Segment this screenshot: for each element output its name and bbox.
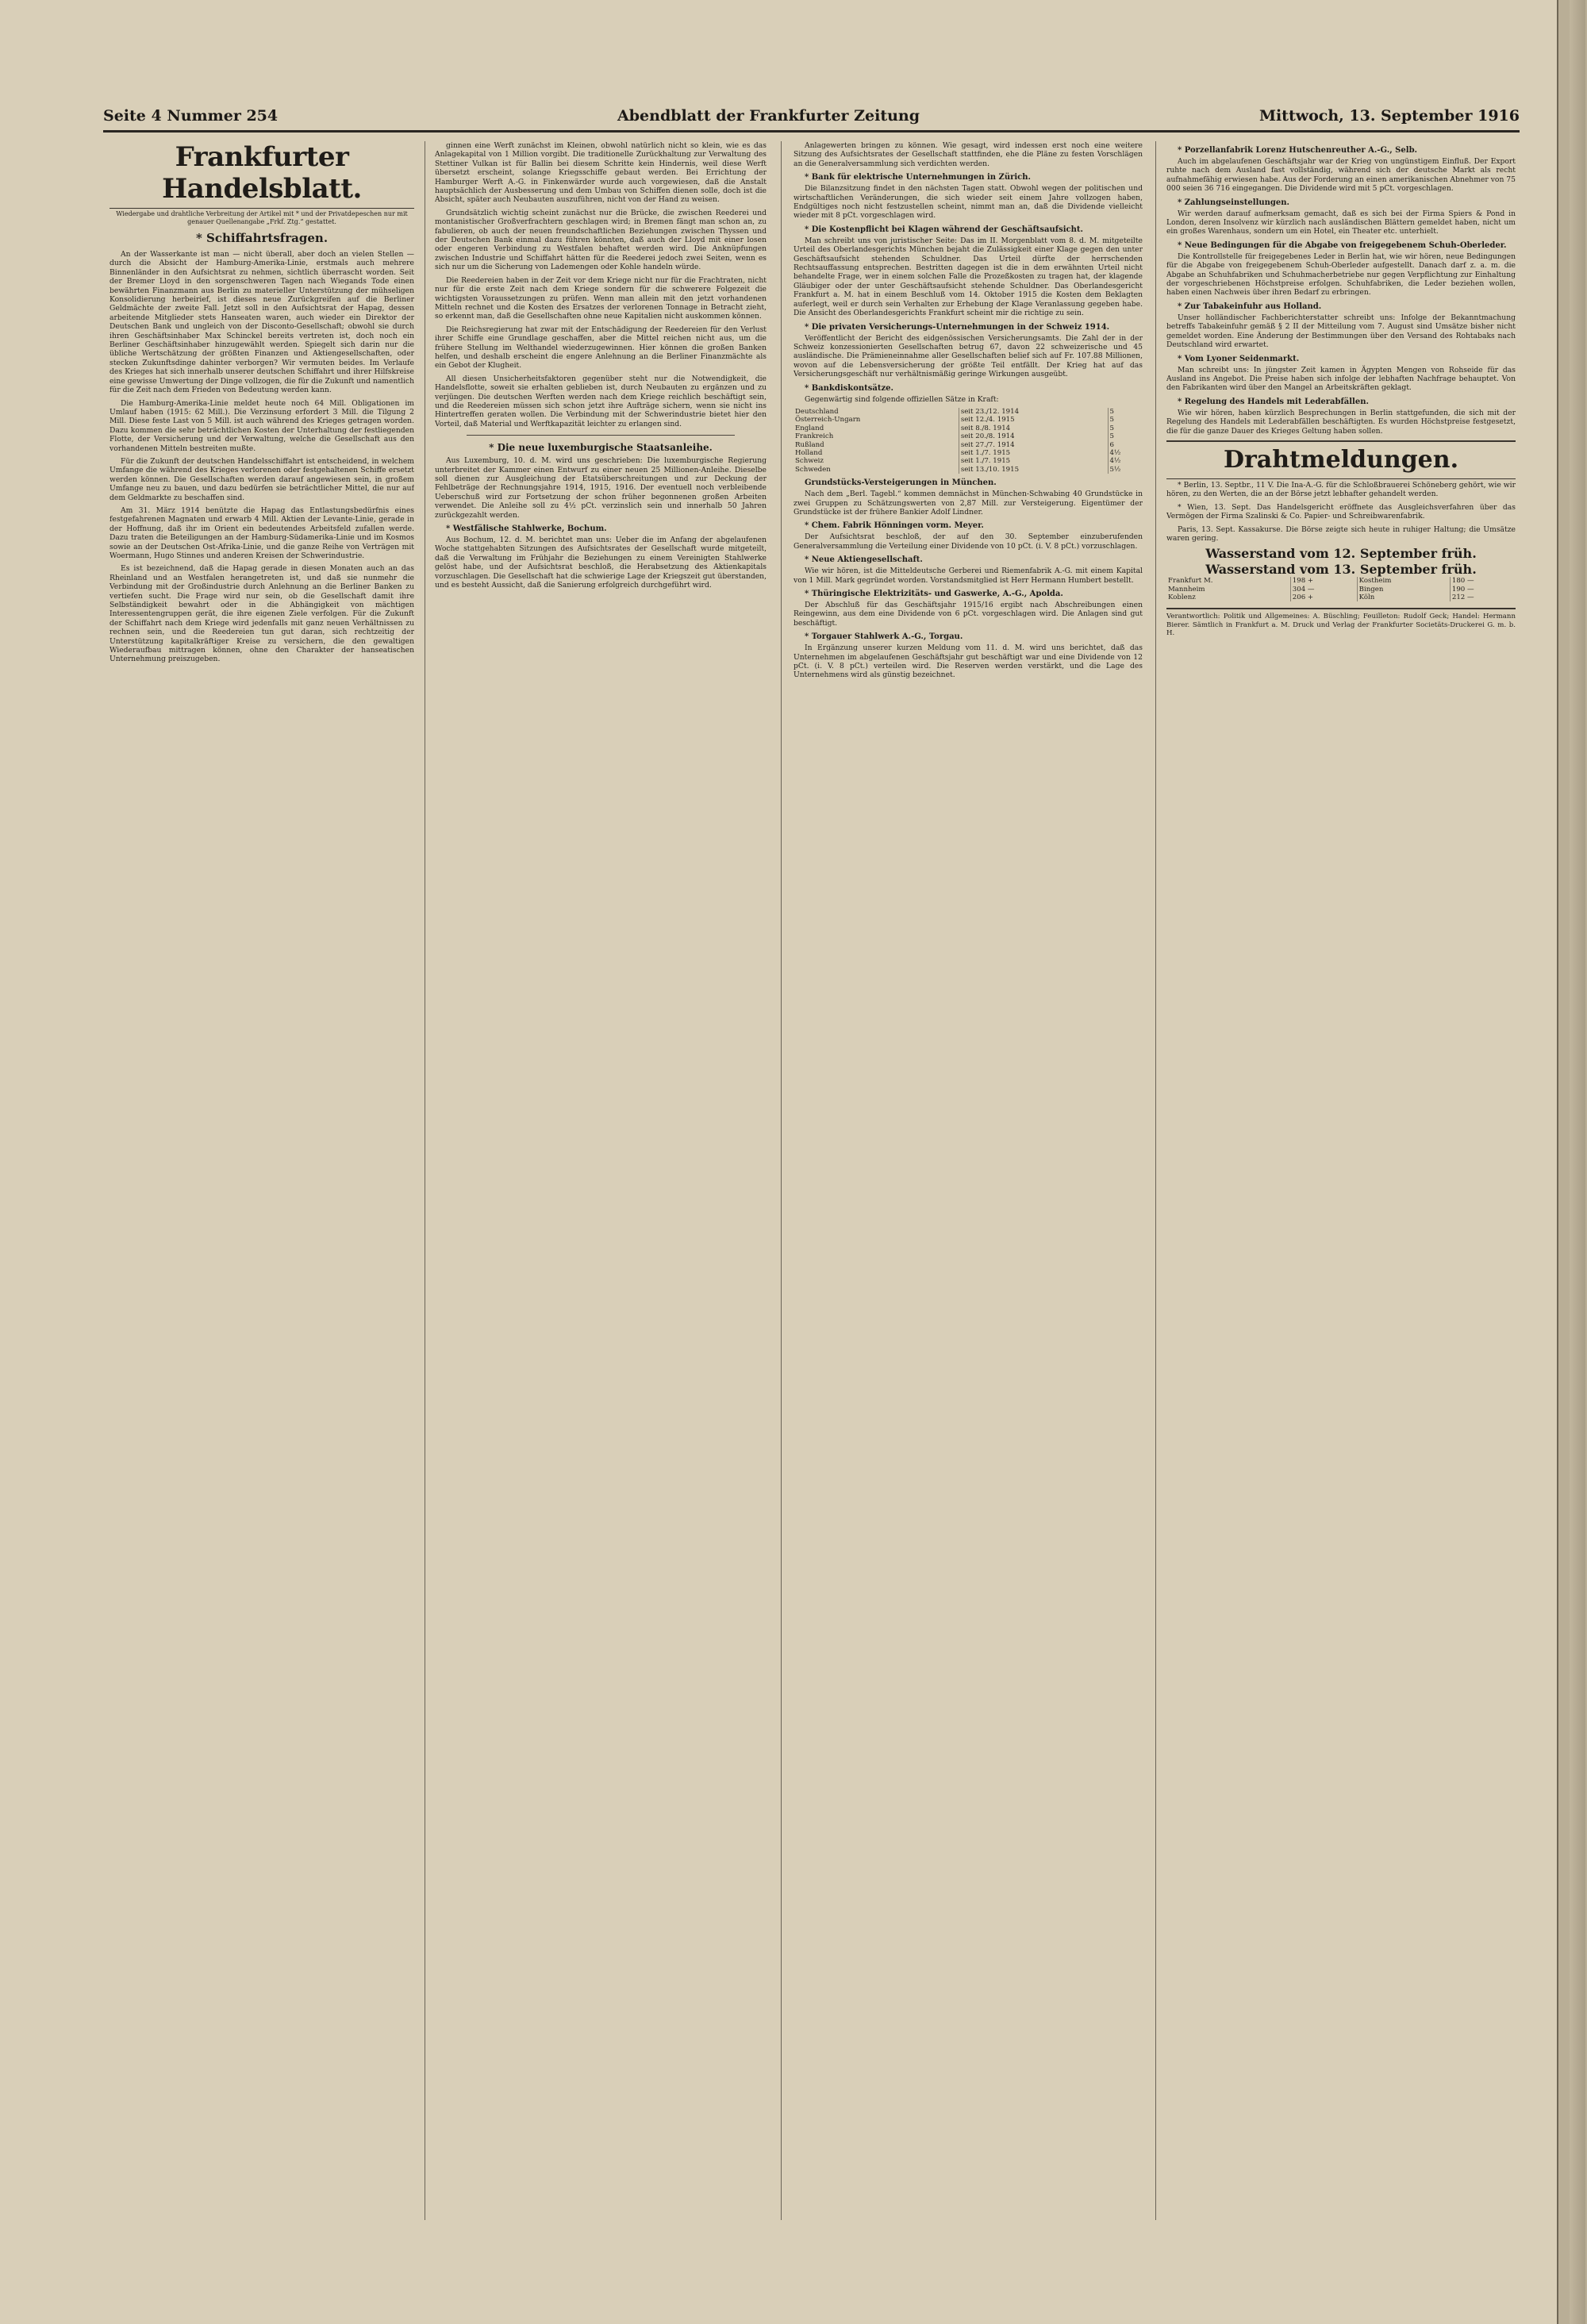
item-text: Man schreibt uns: In jüngster Zeit kamen in Ägypten Mengen von Rohseide für das Ausland ins Angebot. Die Preise haben sich infolge der lebhaften Nachfrage behauptet. Von den Fabrikanten wird über den Mangel an Arbeitskräften geklagt. — [1166, 365, 1516, 393]
column-rule — [1155, 141, 1156, 2220]
section-divider — [467, 435, 735, 436]
item-text: Die Bilanzsitzung findet in den nächsten Tagen statt. Obwohl wegen der politischen und wirtschaftlichen Veränderungen, die sich wieder seit einem Jahre vollzogen haben, Endgültiges noch nicht festzustellen scheint, nimmt man an, daß die Dividende vielleicht wieder mit 8 pCt. vorgeschlagen wird. — [794, 184, 1143, 221]
item-text: Die Kontrollstelle für freigegebenes Leder in Berlin hat, wie wir hören, neue Bedingungen für die Abgabe von freigegebenem Schuh-Oberleder aufgestellt. Danach darf z. a. m. die Abgabe an Schuhfabriken und Schuhmacherbetriebe nur gegen Verpflichtung zur Einhaltung der vorgeschriebenen Höchstpreise erfolgen. Schuhfabriken, die Leder beziehen wollen, haben einen Nachweis über ihren Bedarf zu erbringen. — [1166, 252, 1516, 298]
table-row: Rußland seit 27./7. 1914 6 — [795, 440, 1115, 449]
telegram-item: * Berlin, 13. Septbr., 11 V. Die Ina-A.-G. für die Schloßbrauerei Schöneberg gehört, wie wir hören, zu den Werten, die an der Börse jetzt lebhafter gehandelt werden. — [1166, 480, 1516, 499]
item-heading: * Vom Lyoner Seidenmarkt. — [1178, 354, 1300, 363]
article-paragraph: Für die Zukunft der deutschen Handelsschiffahrt ist entscheidend, in welchem Umfange die während des Krieges verlorenen oder festgehaltenen Schiffe ersetzt werden können. Die Gesellschaften werden darauf angewiesen sein, in großem Umfange neu zu bauen, und dazu bedürfen sie beträchtlicher Mittel, die nur auf dem Geldmarkte zu beschaffen sind. — [110, 456, 414, 502]
telegram-item: * Wien, 13. Sept. Das Handelsgericht eröffnete das Ausgleichsverfahren über das Vermögen der Firma Szalinski & Co. Papier- und Schreibwarenfabrik. — [1166, 502, 1516, 521]
telegram-item: Paris, 13. Sept. Kassakurse. Die Börse zeigte sich heute in ruhiger Haltung; die Umsätze waren gering. — [1166, 524, 1516, 543]
item-text: In Ergänzung unserer kurzen Meldung vom 11. d. M. wird uns berichtet, daß das Unternehmen im abgelaufenen Geschäftsjahr gut beschäftigt war und eine Dividende von 12 pCt. (i. V. 8 pCt.) verteilen wird. Die Reserven werden verstärkt, und die Lage des Unternehmens wird als günstig bezeichnet. — [794, 643, 1143, 680]
column-1 — [110, 141, 414, 2226]
item-heading: * Bank für elektrische Unternehmungen in Zürich. — [805, 173, 1032, 182]
item-text: Der Abschluß für das Geschäftsjahr 1915/16 ergibt nach Abschreibungen einen Reingewinn, aus dem eine Dividende von 6 pCt. vorgeschlagen wird. Die Anlagen sind gut beschäftigt. — [794, 601, 1143, 628]
item-heading: * Chem. Fabrik Hönningen vorm. Meyer. — [805, 521, 984, 531]
reprint-note: Wiedergabe und drahtliche Verbreitung der Artikel mit * und der Privatdepeschen nur mit genauer Quellenangabe „Frkf. Ztg.“ gestattet. — [116, 210, 408, 225]
table-row: Frankreich seit 20./8. 1914 5 — [795, 432, 1115, 441]
item-text: Der Aufsichtsrat beschloß, der auf den 30. September einzuberufenden Generalversammlung die Verteilung einer Dividende von 10 pCt. (i. V. 8 pCt.) vorzuschlagen. — [794, 532, 1143, 551]
article-paragraph: Die Reichsregierung hat zwar mit der Entschädigung der Reedereien für den Verlust ihrer Schiffe eine Grundlage geschaffen, aber die Mittel reichen nicht aus, um die frühere Stellung im Welthandel wiederzugewinnen. Hier können die großen Banken helfen, und deshalb erscheint die engere Anlehnung an die Berliner Finanzmächte als ein Gebot der Klugheit. — [435, 325, 767, 371]
article-paragraph: All diesen Unsicherheitsfaktoren gegenüber steht nur die Notwendigkeit, die Handelsflotte, soweit sie erhalten geblieben ist, durch Neubauten zu ergänzen und zu verjüngen. Die deutschen Werften werden nach dem Kriege reichlich beschäftigt sein, und die Reedereien müssen sich schon jetzt ihre Aufträge sichern, wenn sie nicht ins Hintertreffen geraten wollen. Die Verbindung mit der Schwerindustrie bietet hier den Vorteil, daß Material und Werftkapazität leichter zu erlangen sind. — [435, 374, 767, 428]
article-heading: * Schiffahrtsfragen. — [195, 231, 329, 245]
article-paragraph: Die Hamburg-Amerika-Linie meldet heute noch 64 Mill. Obligationen im Umlauf haben (1915: 62 Mill.). Die Verzinsung erfordert 3 Mill. die Tilgung 2 Mill. Diese feste Last von 5 Mill. ist auch während des Krieges getragen worden. Dazu kommen die sehr beträchtlichen Kosten der Unterhaltung der festliegenden Flotte, der Versicherung und der Verwaltung, welche die Gesellschaft aus den vorhandenen Mitteln bestreiten mußte. — [110, 398, 414, 453]
table-row: Deutschland seit 23./12. 1914 5 — [795, 407, 1115, 416]
page-masthead — [103, 102, 1520, 133]
table-row: Holland seit 1./7. 1915 4½ — [795, 448, 1121, 457]
column-2 — [435, 141, 767, 2226]
water-level-table — [1166, 577, 1516, 601]
table-row: Mannheim 304 — Bingen 190 — — [1168, 585, 1474, 593]
adjacent-page-edge — [1557, 0, 1587, 2324]
item-heading: * Die privaten Versicherungs-Unternehmungen in der Schweiz 1914. — [805, 322, 1110, 332]
water-level-title: Wasserstand vom 13. September früh. — [1205, 561, 1477, 577]
item-text: Auch im abgelaufenen Geschäftsjahr war der Krieg von ungünstigem Einfluß. Der Export ruhte nach dem Ausland fast vollständig, während sich der deutsche Markt als recht aufnahmefähig erwiesen habe. Aus der Forderung an einen amerikanischen Abnehmer von 75 000 seien 36 716 eingegangen. Die Dividende wird mit 5 pCt. vorgeschlagen. — [1166, 157, 1516, 194]
item-text: Gegenwärtig sind folgende offiziellen Sätze in Kraft: — [805, 394, 999, 404]
notice-text: Aus Luxemburg, 10. d. M. wird uns geschrieben: Die luxemburgische Regierung unterbreitet der Kammer einen Entwurf zu einer neuen 25 Millionen-Anleihe. Dieselbe soll dienen zur Ausgleichung der Etatsüberschreitungen und zur Deckung der Fehlbeträge der Rechnungsjahre 1914, 1915, 1916. Der eventuell noch verbleibende Ueberschuß wird zur Fortsetzung der schon früher begonnenen großen Arbeiten verwendet. Die Anleihe soll zu 4½ pCt. verzinslich sein und innerhalb 50 Jahren zurückgezahlt werden. — [435, 456, 767, 520]
item-heading: * Torgauer Stahlwerk A.-G., Torgau. — [805, 632, 963, 642]
item-text: Nach dem „Berl. Tagebl.“ kommen demnächst in München-Schwabing 40 Grundstücke in zwei Gruppen zu Schätzungswerten von 2,87 Mill. zur Versteigerung. Eigentümer der Grundstücke ist der frühere Bankier Adolf Lindner. — [794, 490, 1143, 517]
item-heading: * Zahlungseinstellungen. — [1178, 198, 1290, 207]
article-paragraph: Die Reedereien haben in der Zeit vor dem Kriege nicht nur für die Frachtraten, nicht nur für die erste Zeit nach dem Kriege sondern für die schwerere Folgezeit die wichtigsten Voraussetzungen zu prüfen. Wenn man allein mit den jetzt vorhandenen Mitteln rechnet und die Kosten des Ersatzes der verlorenen Tonnage in Betracht zieht, so erkennt man, daß die Gesellschaften ohne neue Kapitalien nicht auskommen können. — [435, 275, 767, 321]
item-text: Wie wir hören, haben kürzlich Besprechungen in Berlin stattgefunden, die sich mit der Regelung des Handels mit Lederabfällen beschäftigten. Es wurden Höchstpreise festgesetzt, die für die ganze Dauer des Krieges Geltung haben sollen. — [1166, 408, 1516, 436]
article-paragraph: Es ist bezeichnend, daß die Hapag gerade in diesen Monaten auch an das Rheinland und an Westfalen herangetreten ist, und daß sie nunmehr die Verbindung mit der Großindustrie durch Anlehnung an die Berliner Banken zu vertiefen sucht. Die Frage wird nur sein, ob die Gesellschaft damit ihre Selbständigkeit bewahrt oder in die Abhängigkeit von mächtigen Interessentengruppen gerät, die ihre eigenen Ziele verfolgen. Für die Zukunft der Schiffahrt nach dem Kriege wird jedenfalls mit ganz neuen Verhältnissen zu rechnen sein, und die Reedereien tun gut daran, sich rechtzeitig der Unterstützung kapitalkräftiger Kreise zu versichern, die den gewaltigen Wiederaufbau mittragen können, ohne den Charakter der hanseatischen Unternehmung preiszugeben. — [110, 564, 414, 664]
item-text: Man schreibt uns von juristischer Seite: Das im II. Morgenblatt vom 8. d. M. mitgeteilte Urteil des Oberlandesgerichts München bejaht die Zulässigkeit einer Klage gegen den unter Geschäftsaufsicht stehenden Schuldner. Das Urteil dürfte der herrschenden Rechtsauffassung entsprechen. Bestritten dagegen ist die in dem erwähnten Urteil nicht behandelte Frage, wer in einem solchen Falle die Prozeßkosten zu tragen hat, der klagende Gläubiger oder der unter Geschäftsaufsicht stehende Schuldner. Das Oberlandesgericht Frankfurt a. M. hat in einem Beschluß vom 14. Oktober 1915 die Kosten dem Beklagten auferlegt, weil er durch sein Verhalten zur Erhebung der Klage Veranlassung gegeben habe. Die Ansicht des Oberlandesgerichts Frankfurt scheint mir die richtige zu sein. — [794, 236, 1143, 318]
telegram-section-title: Drahtmeldungen. — [1166, 440, 1516, 479]
column-rule — [781, 141, 782, 2220]
discount-rate-table — [794, 408, 1143, 474]
table-row: Schweiz seit 1./7. 1915 4½ — [795, 457, 1121, 466]
column-4 — [1166, 141, 1516, 2226]
item-text: Wie wir hören, ist die Mitteldeutsche Gerberei und Riemenfabrik A.-G. mit einem Kapital von 1 Mill. Mark gegründet worden. Vorstandsmitglied ist Herr Hermann Humbert bestellt. — [794, 567, 1143, 585]
item-heading: * Porzellanfabrik Lorenz Hutschenreuther A.-G., Selb. — [1178, 146, 1418, 155]
article-paragraph: An der Wasserkante ist man — nicht überall, aber doch an vielen Stellen — durch die Absicht der Hamburg-Amerika-Linie, erstmals auch mehrere Binnenländer in den Aufsichtsrat zu nehmen, sichtlich überrascht worden. Seit der Bremer Lloyd in den sorgenschweren Tagen nach Wiegands Tode einen bewährten Finanzmann aus Berlin zu materieller Unterstützung der mühseligen Konsolidierung herbeirief, ist dieses neue Zurückgreifen auf die Berliner Geldmächte der zweite Fall. Jetzt soll in den Aufsichtsrat der Hapag, dessen arbeitende Mitglieder stets Hanseaten waren, auch wieder ein Direktor der Deutschen Bank und ungleich von der Disconto-Gesellschaft; obwohl sie durch ihren Geschäftsinhaber Max Schinckel bereits vertreten ist, doch noch ein Berliner Geschäftsinhaber hinzugewählt werden. Spiegelt sich darin nur die übliche Wertschätzung der größten Finanzen und Aktiengesellschaften, oder stecken Zukunftsdinge dahinter verborgen? Wir vermuten beides. Im Verlaufe des Krieges hat sich innerhalb unserer deutschen Schiffahrt und ihrer Hilfskreise eine gewisse Umwertung der Dinge vollzogen, die für die Zukunft und namentlich für die Zeit nach dem Frieden von Bedeutung werden kann. — [110, 250, 414, 395]
section-banner: Frankfurter Handelsblatt. — [110, 141, 414, 209]
article-paragraph: Am 31. März 1914 benützte die Hapag das Entlastungsbedürfnis eines festgefahrenen Magnaten und erwarb 4 Mill. Aktien der Levante-Linie, gerade in der Hoffnung, daß ihr im Orient ein bedeutendes Arbeitsfeld zufallen werde. Dazu traten die Beteiligungen an der Hamburg-Südamerika-Linie und im Kosmos sowie an der Deutschen Ost-Afrika-Linie, und die ganze Reihe von Verträgen mit Woermann, Hugo Stinnes und anderen Kreisen der Schwerindustrie. — [110, 505, 414, 560]
item-heading: * Bankdiskontsätze. — [805, 383, 894, 393]
table-row: Schweden seit 13./10. 1915 5½ — [795, 465, 1121, 474]
article-paragraph: ginnen eine Werft zunächst im Kleinen, obwohl natürlich nicht so klein, wie es das Anlagekapital von 1 Million vorgibt. Die traditionelle Zurückhaltung zur Verwaltung des Stettiner Vulkan ist für Ballin bei diesem Schritte kein Hindernis, weil diese Werft übersetzt erscheint, solange Kriegsschiffe gebaut werden. Bei Errichtung der Hamburger Werft A.-G. in Finkenwärder wurde auch vorgewiesen, daß die Anstalt hauptsächlich der Ausbesserung und dem Umbau von Schiffen dienen solle, doch ist die Absicht, später auch Neubauten auszuführen, nicht von der Hand zu weisen. — [435, 141, 767, 205]
item-heading: * Neue Bedingungen für die Abgabe von freigegebenem Schuh-Oberleder. — [1178, 240, 1507, 250]
binding-edge — [1570, 0, 1585, 2324]
imprint: Verantwortlich: Politik und Allgemeines: A. Büschling; Feuilleton: Rudolf Geck; Handel: Hermann Bierer. Sämtlich in Frankfurt a. M. Druck und Verlag der Frankfurter Societäts-Druckerei G. m. b. H. — [1166, 608, 1516, 637]
table-row: Koblenz 206 + Köln 212 — — [1168, 593, 1474, 601]
item-heading: Grundstücks-Versteigerungen in München. — [805, 478, 997, 488]
page-number-label: Seite 4 Nummer 254 — [103, 107, 279, 125]
item-text: Wir werden darauf aufmerksam gemacht, daß es sich bei der Firma Spiers & Pond in London, deren Insolvenz wir kürzlich nach ausländischen Blättern gemeldet haben, nicht um ein großes Warenhaus, sondern um ein Hotel, ein Theater etc. unterhielt. — [1166, 209, 1516, 236]
issue-date: Mittwoch, 13. September 1916 — [1258, 107, 1520, 125]
notice-heading: * Westfälische Stahlwerke, Bochum. — [446, 524, 607, 534]
item-heading: * Regelung des Handels mit Lederabfällen. — [1178, 397, 1369, 406]
table-row: England seit 8./8. 1914 5 — [795, 424, 1115, 432]
column-3 — [794, 141, 1143, 2226]
item-heading: * Die Kostenpflicht bei Klagen während der Geschäftsaufsicht. — [805, 225, 1083, 234]
notice-text: Aus Bochum, 12. d. M. berichtet man uns: Ueber die im Anfang der abgelaufenen Woche stattgehabten Sitzungen des Aufsichtsrates der Gesellschaft wurde mitgeteilt, daß die Verwaltung im Frühjahr die Beziehungen zu einem Vereinigten Stahlwerke gelöst habe, und der Aufsichtsrat beschloß, die Herabsetzung des Aktienkapitals vorzuschlagen. Die Gesellschaft hat die schwierige Lage der Kriegszeit gut überstanden, und es besteht Aussicht, daß die Sanierung erfolgreich durchgeführt wird. — [435, 536, 767, 590]
item-heading: * Neue Aktiengesellschaft. — [805, 555, 923, 565]
notice-heading: * Die neue luxemburgische Staatsanleihe. — [489, 442, 713, 454]
table-row: Frankfurt M. 198 + Kostheim 180 — — [1168, 577, 1474, 586]
article-paragraph: Anlagewerten bringen zu können. Wie gesagt, wird indessen erst noch eine weitere Sitzung des Aufsichtsrates der Gesellschaft stattfinden, ehe die Pläne zu festen Vorschlägen an die Generalversammlung sich verdichten werden. — [794, 141, 1143, 168]
item-heading: * Zur Tabakeinfuhr aus Holland. — [1178, 302, 1322, 311]
item-text: Veröffentlicht der Bericht des eidgenössischen Versicherungsamts. Die Zahl der in der Schweiz konzessionierten Gesellschaften betrug 67, davon 22 schweizerische und 45 ausländische. Die Prämieneinnahme aller Gesellschaften belief sich auf Fr. 107.88 Millionen, wovon auf die Lebensversicherung der größte Teil entfällt. Der Krieg hat auf das Versicherungsgeschäft nur verhältnismäßig geringe Wirkungen ausgeübt. — [794, 333, 1143, 379]
item-heading: * Thüringische Elektrizitäts- und Gaswerke, A.-G., Apolda. — [805, 590, 1063, 599]
newspaper-title: Abendblatt der Frankfurter Zeitung — [617, 107, 920, 125]
table-row: Österreich-Ungarn seit 12./4. 1915 5 — [795, 416, 1115, 424]
item-text: Unser holländischer Fachberichterstatter schreibt uns: Infolge der Bekanntmachung betreffs Tabakeinfuhr gemäß § 2 II der Mitteilung vom 7. August sind Umsätze bisher nicht gemeldet worden. Eine Änderung der Bestimmungen über den Versand des Rohtabaks nach Deutschland wird erwartet. — [1166, 313, 1516, 350]
water-level-title: Wasserstand vom 12. September früh. — [1205, 546, 1477, 562]
article-paragraph: Grundsätzlich wichtig scheint zunächst nur die Brücke, die zwischen Reederei und montanistischer Großverfrachtern geschlagen wird; in Bremen fängt man schon an, zu fabulieren, ob auch der neuen freundschaftlichen Beziehungen zwischen Thyssen und der Deutschen Bank einmal dazu führen könnten, daß auch der Lloyd mit einer losen oder engeren Verbindung zu Westfalen behaftet werden wird. Die Anknüpfungen zwischen Industrie und Schiffahrt hätten für die Reederei jedoch zwei Seiten, wenn es sich nur um die Sicherung von Lademengen oder Kohle handeln würde. — [435, 208, 767, 272]
